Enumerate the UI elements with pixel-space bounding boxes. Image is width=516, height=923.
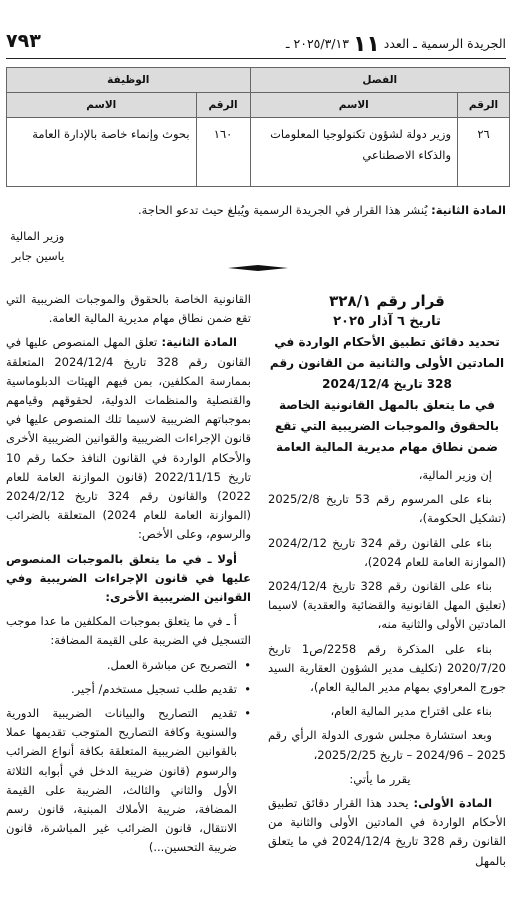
chapter-number-cell: ٢٦ xyxy=(458,118,510,187)
page-header xyxy=(6,30,506,57)
basis-item: بناء على المرسوم رقم 53 تاريخ 2025/2/8 (تشكيل الحكومة)، xyxy=(268,492,506,526)
bullet-item: • تقديم طلب تسجيل مستخدم/ أجير. xyxy=(6,680,251,699)
opening-line: إن وزير المالية، xyxy=(418,468,492,482)
article-text: يُنشر هذا القرار في الجريدة الرسمية ويُبلغ حيث تدعو الحاجة. xyxy=(138,203,428,217)
bullet-item: • تقديم التصاريح والبيانات الضريبية الدورية والسنوية وكافة التصاريح المتوجب تقديمها عملا بالقوانين الضريبية المتعلقة بكافة أنواع الضرائب والرسوم (قانون ضريبة الدخل في أبوابه الثلاثة الأول والثاني والثالث، الضريبة على القيمة المضافة، ضريبة الأملاك المبنية، قانون رسم الانتقال، قانون الضرائب غير المباشرة، قانون ضريبة التحسين...) xyxy=(6,704,251,858)
page-number: ٧٩٣ xyxy=(6,30,41,52)
article-one-label: المادة الأولى: xyxy=(413,796,493,811)
position-group-header: الوظيفة xyxy=(7,68,251,93)
position-number-header: الرقم xyxy=(196,93,250,118)
section-one-title: أولا ـ في ما يتعلق بالموجبات المنصوص عليها في قانون الإجراءات الضريبية وفي القوانين الضريبية الأخرى: xyxy=(6,551,251,605)
basis-item: بناء على القانون رقم 324 تاريخ 2024/2/12 (الموازنة العامة للعام 2024)، xyxy=(268,535,506,569)
chapter-group-header: الفصل xyxy=(250,68,509,93)
gazette-title xyxy=(286,32,506,57)
basis-item: وبعد استشارة مجلس شورى الدولة الرأي رقم 2025 – 2024/96 – تاريخ 2025/2/25، xyxy=(268,728,506,762)
article-one-text: يحدد هذا القرار دقائق تطبيق الأحكام الواردة في المادتين الأولى والثانية من القانون رقم 328 تاريخ 2024/12/4 في ما يتعلق بالمهل xyxy=(268,796,506,868)
basis-item: بناء على القانون رقم 328 تاريخ 2024/12/4 (تعليق المهل القانونية والقضائية والعقدية) لاسيما المادتين الأولى والثانية منه، xyxy=(268,579,506,632)
position-number-cell: ١٦٠ xyxy=(196,118,250,187)
article-one xyxy=(268,794,506,871)
chapter-name-header: الاسم xyxy=(250,93,458,118)
continuation-text: القانونية الخاصة بالحقوق والموجبات الضريبية التي تقع ضمن نطاق مهام مديرية المالية العامة. xyxy=(6,292,251,326)
previous-article-two xyxy=(10,203,506,217)
left-column xyxy=(6,290,251,863)
issue-date: ٢٠٢٥/٣/١٣ ـ xyxy=(285,36,349,51)
bullet-item: • التصريح عن مباشرة العمل. xyxy=(6,656,251,675)
chapter-number-header: الرقم xyxy=(458,93,510,118)
chapter-name-cell: وزير دولة لشؤون تكنولوجيا المعلومات والذكاء الاصطناعي xyxy=(250,118,458,187)
ornament-divider xyxy=(228,265,288,271)
decision-number: قرار رقم ٣٢٨/١ xyxy=(329,292,445,310)
decision-title-line-1: تحديد دقائق تطبيق الأحكام الواردة في المادتين الأولى والثانية من القانون رقم 328 تاريخ 2024/12/4 xyxy=(269,335,505,391)
position-name-header: الاسم xyxy=(7,93,197,118)
article-label: المادة الثانية: xyxy=(431,203,506,217)
table-row xyxy=(7,118,510,187)
sub-item-a: أ ـ في ما يتعلق بموجبات المكلفين ما عدا موجب التسجيل في الضريبة على القيمة المضافة: xyxy=(6,614,251,648)
signature-block xyxy=(10,226,64,266)
article-two xyxy=(6,333,251,544)
position-name-cell: بحوث وإنماء خاصة بالإدارة العامة xyxy=(7,118,197,187)
positions-table xyxy=(6,67,510,187)
decision-date: تاريخ ٦ آذار ٢٠٢٥ xyxy=(333,314,441,329)
issue-number: ١١ xyxy=(352,32,380,57)
right-column xyxy=(268,290,506,876)
article-two-label: المادة الثانية: xyxy=(161,335,238,350)
header-rule xyxy=(6,58,506,59)
article-two-text: تعلق المهل المنصوص عليها في القانون رقم 328 تاريخ 2024/12/4 المتعلقة بممارسة المكلفين، بمن فيهم الهيئات الدبلوماسية والقنصلية والمنظمات الدولية، لحقوقهم وقيامهم بموجباتهم الضريبية لاسيما تلك المنصوص عليها في قانون الإجراءات الضريبية والقوانين الضريبية الأخرى والأحكام الواردة في القانون النافذ حكما رقم 10 تاريخ 2022/11/15 (قانون الموازنة العامة للعام 2022) والقانون رقم 324 تاريخ 2024/2/12 (الموازنة العامة للعام 2024) المتعلقة بالضرائب والرسوم، وعلى الأخص: xyxy=(6,335,252,542)
signer-title: وزير المالية xyxy=(10,229,65,243)
signer-name: ياسين جابر xyxy=(11,249,65,263)
basis-item: بناء على اقتراح مدير المالية العام، xyxy=(330,704,492,719)
resolves-line: يقرر ما يأتي: xyxy=(349,771,411,786)
decision-title xyxy=(268,332,506,458)
gazette-name: الجريدة الرسمية ـ العدد xyxy=(383,36,506,51)
decision-title-line-2: في ما يتعلق بالمهل القانونية الخاصة بالحقوق والموجبات الضريبية التي تقع ضمن نطاق مهام مديرية المالية العامة xyxy=(274,398,499,454)
basis-item: بناء على المذكرة رقم 2258/ص1 تاريخ 2020/7/20 (تكليف مدير الشؤون العقارية السيد جورج المعراوي بمهام مدير المالية العام)، xyxy=(268,641,506,695)
